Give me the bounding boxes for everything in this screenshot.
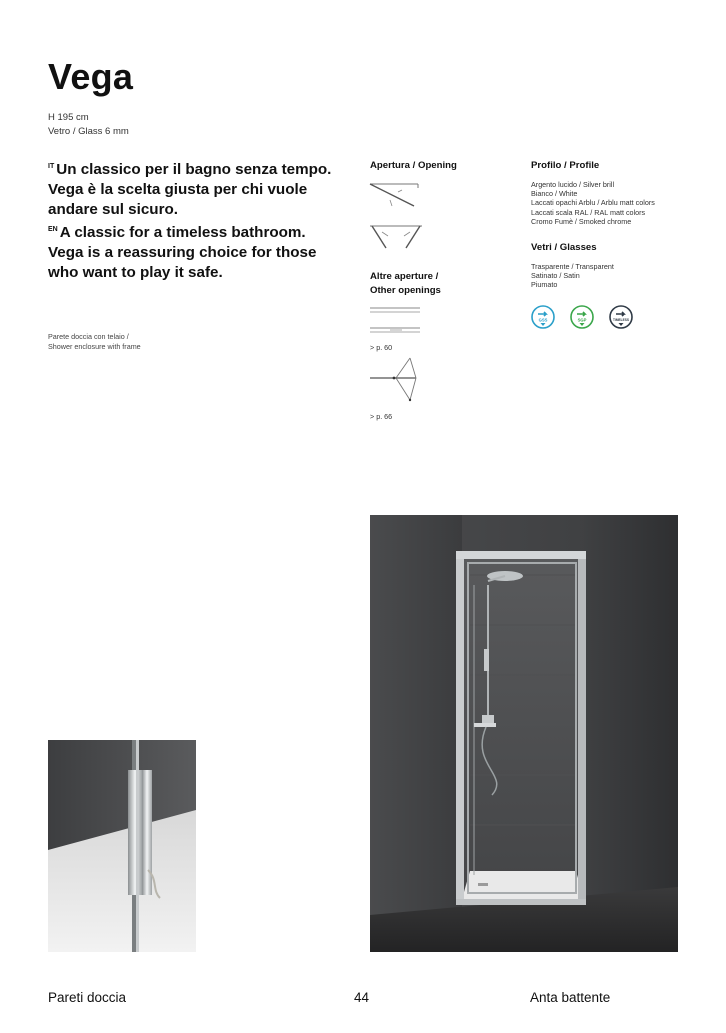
other-openings-en: Other openings	[370, 285, 441, 296]
glass-item: Satinato / Satin	[531, 271, 580, 281]
svg-text:GSS: GSS	[538, 317, 548, 323]
profile-detail-photo	[48, 740, 196, 952]
profile-item: Laccati scala RAL / RAL matt colors	[531, 207, 646, 217]
it-text: Un classico per il bagno senza tempo. Vega è la scelta giusta per chi vuole andare sul sicuro.	[48, 161, 332, 218]
other-openings-heading	[370, 270, 441, 298]
footer-category: Anta battente	[530, 990, 611, 1005]
caption	[48, 332, 141, 352]
it-tag: IT	[48, 163, 55, 170]
caption-line-en: Shower enclosure with frame	[48, 342, 141, 351]
svg-text:SGP: SGP	[577, 317, 587, 323]
description-it	[48, 157, 338, 220]
glasses-list	[531, 262, 614, 290]
profile-item: Laccati opachi Arblu / Arblu matt colors	[531, 198, 655, 208]
sgp-badge-icon	[570, 305, 594, 329]
other-openings-it: Altre aperture /	[370, 271, 439, 282]
shower-photo	[370, 515, 678, 952]
profile-heading: Profilo / Profile	[531, 160, 600, 171]
glass-item: Piumato	[531, 280, 558, 290]
svg-text:TIMELESS: TIMELESS	[613, 318, 629, 322]
description	[48, 157, 338, 283]
opening-diagram-single	[368, 180, 424, 210]
description-en	[48, 220, 338, 283]
profile-item: Argento lucido / Silver brill	[531, 180, 615, 189]
page-number: 44	[354, 990, 370, 1005]
profile-item: Cromo Fumè / Smoked chrome	[531, 216, 632, 226]
product-title: Vega	[48, 56, 134, 97]
opening-heading: Apertura / Opening	[370, 160, 457, 171]
other-opening-diagram-sliding	[368, 304, 424, 338]
other-opening-diagram-pivot	[368, 356, 424, 406]
glasses-heading: Vetri / Glasses	[531, 242, 597, 253]
glass-spec: Vetro / Glass 6 mm	[48, 126, 129, 137]
timeless-badge-icon	[609, 305, 633, 329]
profile-item: Bianco / White	[531, 189, 578, 199]
footer-section: Pareti doccia	[48, 990, 127, 1005]
en-tag: EN	[48, 226, 58, 233]
other-opening-ref-2: > p. 66	[370, 412, 393, 421]
opening-diagram-double	[368, 222, 424, 252]
height-spec: H 195 cm	[48, 112, 89, 123]
gss-badge-icon	[531, 305, 555, 329]
profile-list	[531, 180, 655, 226]
other-opening-ref-1: > p. 60	[370, 343, 393, 352]
glass-item: Trasparente / Transparent	[531, 262, 614, 271]
caption-line-it: Parete doccia con telaio /	[48, 332, 129, 341]
en-text: A classic for a timeless bathroom. Vega is a reassuring choice for those who want to play it safe.	[48, 224, 317, 281]
